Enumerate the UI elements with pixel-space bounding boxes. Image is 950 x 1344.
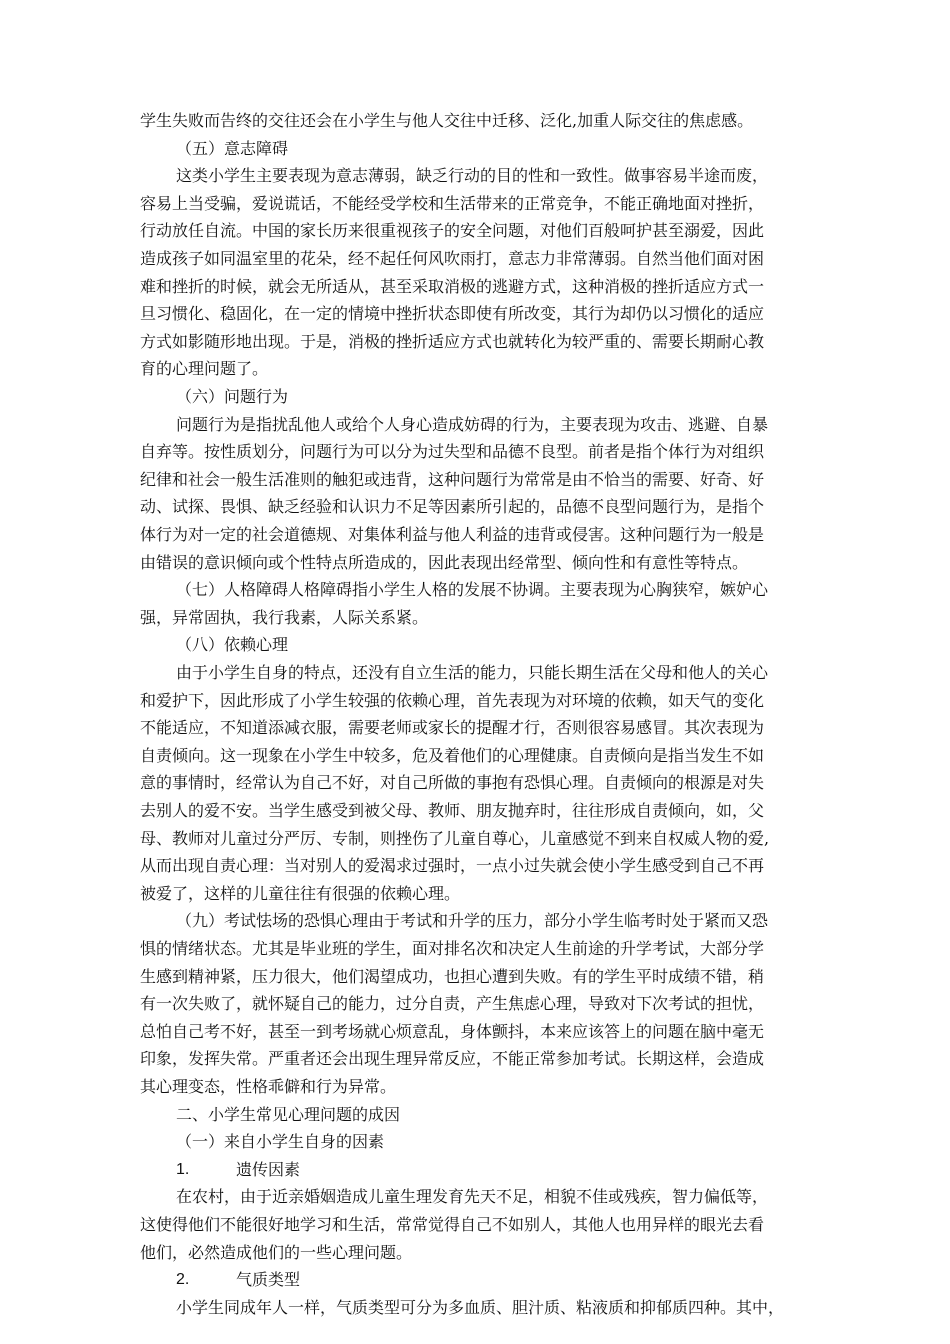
paragraph-line: （七）人格障碍人格障碍指小学生人格的发展不协调。主要表现为心胸狭窄，嫉妒心 xyxy=(176,580,769,600)
paragraph-line: 生感到精神紧，压力很大，他们渴望成功，也担心遭到失败。有的学生平时成绩不错，稍 xyxy=(140,966,765,986)
paragraph-line: 和爱护下，因此形成了小学生较强的依赖心理，首先表现为对环境的依赖，如天气的变化 xyxy=(140,690,765,710)
paragraph-line: 小学生同成年人一样，气质类型可分为多血质、胆汁质、粘液质和抑郁质四种。其中， xyxy=(176,1297,785,1317)
paragraph-line: 惧的情绪状态。尤其是毕业班的学生，面对排名次和决定人生前途的升学考试，大部分学 xyxy=(140,939,765,958)
paragraph-line: 问题行为是指扰乱他人或给个人身心造成妨碍的行为，主要表现为攻击、逃避、自暴 xyxy=(176,414,769,434)
paragraph-line: 从而出现自责心理：当对别人的爱渴求过强时，一点小过失就会使小学生感受到自己不再 xyxy=(140,856,765,876)
paragraph-line: 母、教师对儿童过分严厉、专制，则挫伤了儿童自尊心，儿童感觉不到来自权威人物的爱, xyxy=(140,828,770,848)
paragraph-line: （九）考试怯场的恐惧心理由于考试和升学的压力，部分小学生临考时处于紧而又恐 xyxy=(176,911,769,931)
paragraph-line: 在农村，由于近亲婚姻造成儿童生理发育先天不足，相貌不佳或残疾，智力偏低等， xyxy=(176,1187,769,1207)
paragraph-line: 难和挫折的时候，就会无所适从，甚至采取消极的逃避方式，这种消极的挫折适应方式一 xyxy=(140,276,765,296)
paragraph-line: 被爱了，这样的儿童往往有很强的依赖心理。 xyxy=(140,883,461,903)
paragraph-line: 体行为对一定的社会道德规、对集体利益与他人利益的违背或侵害。这种问题行为一般是 xyxy=(140,525,765,544)
paragraph-line: 其心理变态，性格乖僻和行为异常。 xyxy=(140,1077,397,1096)
section-heading: （一）来自小学生自身的因素 xyxy=(176,1132,385,1152)
section-heading: （八）依赖心理 xyxy=(176,635,289,655)
paragraph-line: 总怕自己考不好，甚至一到考场就心烦意乱，身体颤抖，本来应该答上的问题在脑中毫无 xyxy=(140,1021,765,1041)
chapter-heading: 二、小学生常见心理问题的成因 xyxy=(176,1104,401,1124)
paragraph-line: 容易上当受骗，爱说谎话，不能经受学校和生活带来的正常竞争，不能正确地面对挫折， xyxy=(140,193,765,213)
paragraph-line: 印象，发挥失常。严重者还会出现生理异常反应，不能正常参加考试。长期这样，会造成 xyxy=(140,1049,765,1069)
paragraph-line: 这类小学生主要表现为意志薄弱，缺乏行动的目的性和一致性。做事容易半途而废， xyxy=(176,166,769,186)
paragraph-line: 不能适应，不知道添减衣服，需要老师或家长的提醒才行，否则很容易感冒。其次表现为 xyxy=(140,718,765,738)
section-heading: （六）问题行为 xyxy=(176,387,289,406)
paragraph-line: 行动放任自流。中国的家长历来很重视孩子的安全问题，对他们百般呵护甚至溺爱，因此 xyxy=(140,221,765,241)
paragraph-line: 这使得他们不能很好地学习和生活，常常觉得自己不如别人，其他人也用异样的眼光去看 xyxy=(140,1215,765,1234)
paragraph-line: 去别人的爱不安。当学生感受到被父母、教师、朋友抛弃时，往往形成自责倾向，如，父 xyxy=(140,801,765,820)
section-heading: （五）意志障碍 xyxy=(176,138,289,158)
paragraph-line: 由错误的意识倾向或个性特点所造成的，因此表现出经常型、倾向性和有意性等特点。 xyxy=(140,552,749,572)
paragraph-line: 学生失败而告终的交往还会在小学生与他人交往中迁移、泛化,加重人际交往的焦虑感。 xyxy=(140,111,754,130)
paragraph-line: 育的心理问题了。 xyxy=(140,359,269,379)
paragraph-line: 造成孩子如同温室里的花朵，经不起任何风吹雨打，意志力非常薄弱。自然当他们面对困 xyxy=(140,249,765,268)
paragraph-line: 自弃等。按性质划分，问题行为可以分为过失型和品德不良型。前者是指个体行为对组织 xyxy=(140,442,765,462)
paragraph-line: 旦习惯化、稳固化，在一定的情境中挫折状态即使有所改变，其行为却仍以习惯化的适应 xyxy=(140,304,765,324)
paragraph-line: 他们，必然造成他们的一些心理问题。 xyxy=(140,1242,413,1262)
paragraph-line: 动、试探、畏惧、缺乏经验和认识力不足等因素所引起的，品德不良型问题行为，是指个 xyxy=(140,497,765,517)
paragraph-line: 强，异常固执，我行我素，人际关系紧。 xyxy=(140,607,429,627)
paragraph-line: 方式如影随形地出现。于是，消极的挫折适应方式也就转化为较严重的、需要长期耐心教 xyxy=(140,331,765,351)
paragraph-line: 由于小学生自身的特点，还没有自立生活的能力，只能长期生活在父母和他人的关心 xyxy=(176,663,769,682)
paragraph-line: 纪律和社会一般生活准则的触犯或违背，这种问题行为常常是由不恰当的需要、好奇、好 xyxy=(140,469,765,489)
list-item-heading: 遗传因素 xyxy=(236,1159,301,1179)
paragraph-line: 意的事情时，经常认为自己不好，对自己所做的事抱有恐惧心理。自责倾向的根源是对失 xyxy=(140,773,765,793)
list-item-heading: 气质类型 xyxy=(236,1270,301,1290)
paragraph-line: 自责倾向。这一现象在小学生中较多，危及着他们的心理健康。自责倾向是指当发生不如 xyxy=(140,745,765,765)
paragraph-line: 有一次失败了，就怀疑自己的能力，过分自责，产生焦虑心理，导致对下次考试的担忧， xyxy=(140,994,765,1014)
list-number: 1. xyxy=(176,1160,190,1178)
list-number: 2. xyxy=(176,1271,190,1289)
